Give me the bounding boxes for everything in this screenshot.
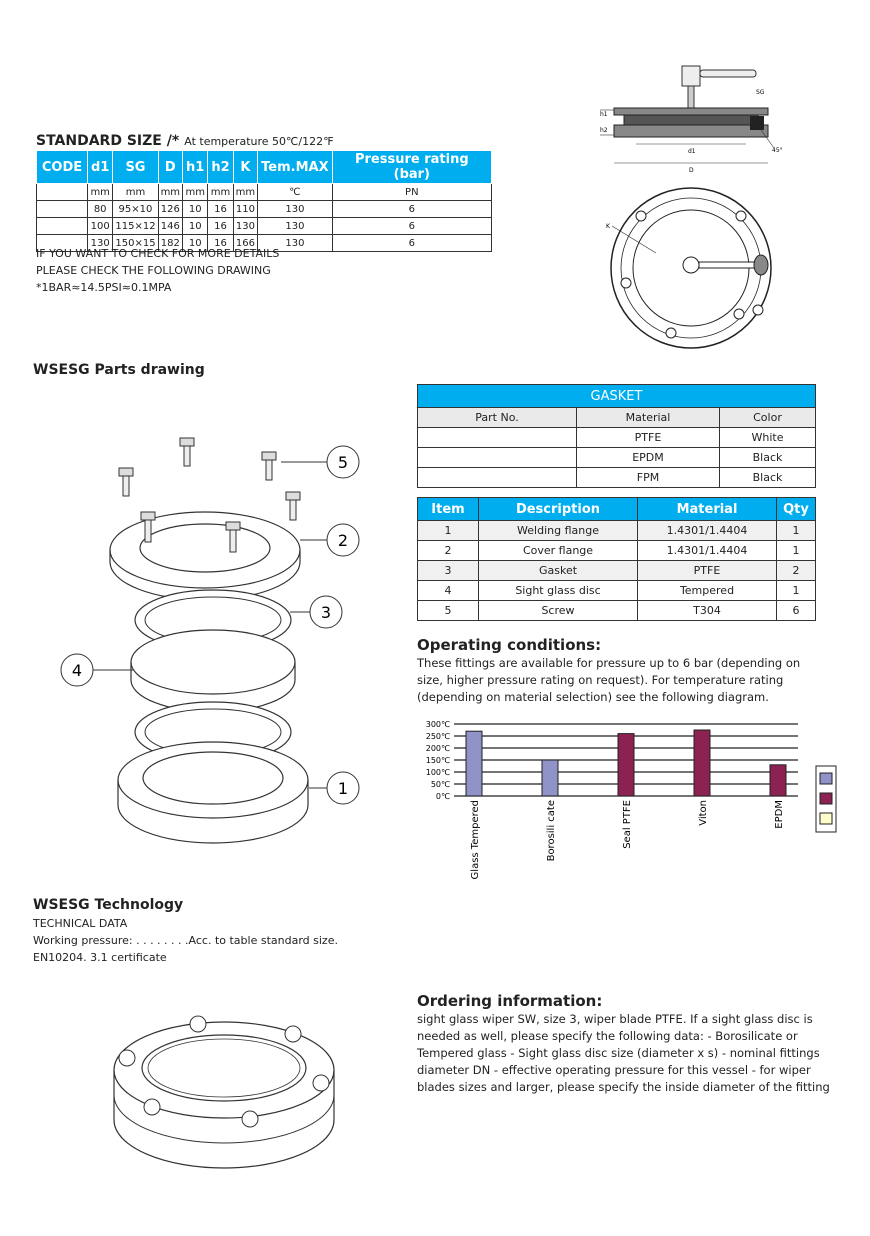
- table-cell: 2: [777, 561, 816, 581]
- table-cell: [418, 448, 577, 468]
- table-cell: 130: [88, 235, 113, 252]
- unit-cell: mm: [208, 184, 233, 201]
- table-cell: Tempered: [638, 581, 777, 601]
- table-cell: 16: [208, 201, 233, 218]
- welding-flange-side: [614, 125, 768, 137]
- parts-exploded-drawing: [55, 430, 375, 860]
- wiper-hub: [683, 257, 699, 273]
- gasket-title-row: [418, 385, 816, 408]
- table-row: [418, 521, 816, 541]
- unit-cell: [37, 184, 88, 201]
- d1-label: d1: [688, 148, 696, 155]
- unit-cell: mm: [183, 184, 208, 201]
- gasket-col-part: Part No.: [418, 408, 577, 428]
- screw-icon: [180, 438, 194, 466]
- handle-arm: [700, 70, 756, 77]
- h2-label: h2: [600, 127, 608, 134]
- standard-header-row: [37, 151, 492, 184]
- chart-ytick-label: 100℃: [425, 768, 450, 777]
- items-col-item: Item: [418, 498, 479, 521]
- D-label: D: [689, 167, 694, 174]
- table-cell: 126: [158, 201, 182, 218]
- chart-bar: [466, 731, 482, 796]
- unit-cell: mm: [88, 184, 113, 201]
- K-label: K: [606, 223, 610, 230]
- screw-icon: [286, 492, 300, 520]
- technical-drawing: [596, 58, 796, 358]
- table-cell: 80: [88, 201, 113, 218]
- table-cell: Black: [720, 448, 816, 468]
- table-cell: 16: [208, 218, 233, 235]
- note-line: IF YOU WANT TO CHECK FOR MORE DETAILS: [36, 247, 280, 260]
- table-cell: 2: [418, 541, 479, 561]
- temperature-chart: [410, 712, 840, 892]
- chart-xtick-label: Viton: [698, 800, 709, 826]
- table-cell: Gasket: [479, 561, 638, 581]
- table-row: [418, 428, 816, 448]
- table-cell: 4: [418, 581, 479, 601]
- table-row: [418, 468, 816, 488]
- wiper-knob: [754, 255, 768, 275]
- table-cell: 130: [258, 201, 332, 218]
- standard-units-row: [37, 184, 492, 201]
- standard-size-title: STANDARD SIZE /*: [36, 133, 180, 149]
- standard-size-subtitle: At temperature 50℃/122℉: [184, 135, 334, 148]
- gasket-col-color: Color: [720, 408, 816, 428]
- gasket-side: [750, 116, 764, 130]
- table-cell: PTFE: [577, 428, 720, 448]
- table-cell: 115×12: [113, 218, 158, 235]
- chart-bar: [694, 730, 710, 796]
- col-sg: SG: [113, 151, 158, 184]
- table-cell: 10: [183, 201, 208, 218]
- technology-data: [33, 915, 338, 966]
- handle-body: [682, 66, 700, 86]
- table-cell: 6: [332, 235, 491, 252]
- bolt-hole: [736, 211, 746, 221]
- chart-xtick-label: EPDM: [774, 800, 785, 829]
- col-code: CODE: [37, 151, 88, 184]
- screw-icon: [119, 468, 133, 496]
- chart-ytick-label: 200℃: [425, 744, 450, 753]
- col-h2: h2: [208, 151, 233, 184]
- table-cell: 130: [258, 218, 332, 235]
- chart-ytick-label: 250℃: [425, 732, 450, 741]
- col-h1: h1: [183, 151, 208, 184]
- callout-5: 5: [337, 453, 349, 472]
- items-col-material: Material: [638, 498, 777, 521]
- items-col-description: Description: [479, 498, 638, 521]
- bolt-head-icon: [190, 1016, 206, 1032]
- table-cell: 1: [777, 521, 816, 541]
- cover-flange-side: [614, 108, 768, 115]
- chart-bar: [618, 734, 634, 796]
- assembled-sight-glass: [100, 1010, 350, 1170]
- technology-title: WSESG Technology: [33, 897, 184, 913]
- table-row: [418, 581, 816, 601]
- gasket-table: [417, 384, 816, 488]
- table-cell: 130: [258, 235, 332, 252]
- bolt-head-icon: [144, 1099, 160, 1115]
- table-row: [418, 448, 816, 468]
- unit-cell: mm: [158, 184, 182, 201]
- table-cell: 6: [332, 201, 491, 218]
- note-line: *1BAR≈14.5PSI≈0.1MPA: [36, 281, 172, 294]
- chart-ytick-label: 150℃: [425, 756, 450, 765]
- items-col-qty: Qty: [777, 498, 816, 521]
- table-row: [418, 541, 816, 561]
- chart-legend-swatch: [820, 793, 832, 804]
- table-cell: 1.4301/1.4404: [638, 521, 777, 541]
- table-cell: 182: [158, 235, 182, 252]
- sight-glass-disc: [131, 630, 295, 694]
- chart-xtick-label: Glass Tempered: [470, 800, 481, 880]
- callout-2: 2: [337, 531, 349, 550]
- callout-1: 1: [337, 779, 349, 798]
- bolt-hole: [734, 309, 744, 319]
- table-cell: 6: [332, 218, 491, 235]
- bolt-head-icon: [313, 1075, 329, 1091]
- table-cell: Welding flange: [479, 521, 638, 541]
- angle-label: 45°: [772, 147, 783, 154]
- parts-drawing-title: WSESG Parts drawing: [33, 362, 205, 378]
- chart-legend-swatch: [820, 813, 832, 824]
- table-cell: 100: [88, 218, 113, 235]
- table-cell: 146: [158, 218, 182, 235]
- table-cell: 1: [777, 541, 816, 561]
- table-cell: 1: [418, 521, 479, 541]
- bolt-head-icon: [285, 1026, 301, 1042]
- bolt-hole: [666, 328, 676, 338]
- unit-cell: mm: [233, 184, 257, 201]
- operating-text: These fittings are available for pressure up to 6 bar (depending on size, higher pressure rating on request). For temperature rating (depending on material selection) see the following diagram.: [417, 656, 801, 704]
- chart-ytick-label: 50℃: [430, 780, 450, 789]
- note-line: PLEASE CHECK THE FOLLOWING DRAWING: [36, 264, 271, 277]
- chart-legend-swatch: [820, 773, 832, 784]
- chart-ytick-label: 0℃: [435, 792, 450, 801]
- items-header-row: [418, 498, 816, 521]
- table-cell: White: [720, 428, 816, 448]
- table-cell: 10: [183, 218, 208, 235]
- chart-xtick-label: Borosili cate: [546, 800, 557, 862]
- standard-size-table: [36, 150, 492, 252]
- unit-cell: mm: [113, 184, 158, 201]
- table-cell: 1: [777, 581, 816, 601]
- standard-size-heading: [36, 130, 334, 149]
- unit-cell: ℃: [258, 184, 332, 201]
- col-D: D: [158, 151, 182, 184]
- callout-4: 4: [71, 661, 83, 680]
- col-pressure: Pressure rating (bar): [332, 151, 491, 184]
- table-row: [418, 561, 816, 581]
- table-cell: PTFE: [638, 561, 777, 581]
- cover-flange-inner: [140, 524, 270, 572]
- table-cell: 5: [418, 601, 479, 621]
- bolt-hole: [636, 211, 646, 221]
- unit-cell: PN: [332, 184, 491, 201]
- bolt-head-icon: [119, 1050, 135, 1066]
- gasket-title: GASKET: [418, 385, 816, 408]
- chart-ytick-label: 300℃: [425, 720, 450, 729]
- gasket-col-material: Material: [577, 408, 720, 428]
- table-cell: 10: [183, 235, 208, 252]
- bolt-hole: [621, 278, 631, 288]
- chart-bar: [770, 765, 786, 796]
- table-cell: 95×10: [113, 201, 158, 218]
- technology-line: EN10204. 3.1 certificate: [33, 951, 167, 964]
- table-cell: 16: [208, 235, 233, 252]
- wiper-blade: [699, 262, 759, 268]
- callout-3: 3: [320, 603, 332, 622]
- h1-label: h1: [600, 111, 608, 118]
- col-K: K: [233, 151, 257, 184]
- assembled-glass: [148, 1039, 300, 1097]
- table-cell: [418, 428, 577, 448]
- table-row: [37, 218, 492, 235]
- table-cell: 3: [418, 561, 479, 581]
- operating-title: Operating conditions:: [417, 636, 602, 654]
- gasket-header-row: [418, 408, 816, 428]
- chart-xtick-label: Seal PTFE: [622, 800, 633, 849]
- welding-flange-inner: [143, 752, 283, 804]
- table-cell: 130: [233, 218, 257, 235]
- standard-notes: [36, 245, 279, 296]
- items-table: [417, 497, 816, 621]
- col-d1: d1: [88, 151, 113, 184]
- ordering-text: sight glass wiper SW, size 3, wiper blade PTFE. If a sight glass disc is needed as well, please specify the following data: - Borosilicate or Tempered glass - Sight glass disc size (diameter x s) - nominal fittings diameter DN - effective operating pressure for this vessel - for wiper blades sizes and larger, please specify the inside diameter of the fitting: [417, 1012, 830, 1094]
- table-cell: 110: [233, 201, 257, 218]
- glass-side: [624, 115, 758, 125]
- ordering-title: Ordering information:: [417, 992, 603, 1010]
- K-leader: [612, 226, 656, 253]
- table-cell: 166: [233, 235, 257, 252]
- table-row: [418, 601, 816, 621]
- technology-line: Working pressure: . . . . . . . .Acc. to table standard size.: [33, 934, 338, 947]
- col-tem-max: Tem.MAX: [258, 151, 332, 184]
- table-cell: [418, 468, 577, 488]
- screw-icon: [262, 452, 276, 480]
- table-cell: [37, 201, 88, 218]
- table-row: [37, 201, 492, 218]
- table-cell: T304: [638, 601, 777, 621]
- table-cell: 1.4301/1.4404: [638, 541, 777, 561]
- bolt-head-icon: [242, 1111, 258, 1127]
- table-cell: Black: [720, 468, 816, 488]
- technology-line: TECHNICAL DATA: [33, 917, 128, 930]
- table-cell: Screw: [479, 601, 638, 621]
- table-cell: Sight glass disc: [479, 581, 638, 601]
- bolt-hole: [753, 305, 763, 315]
- table-cell: Cover flange: [479, 541, 638, 561]
- table-cell: FPM: [577, 468, 720, 488]
- table-cell: EPDM: [577, 448, 720, 468]
- table-cell: 6: [777, 601, 816, 621]
- sg-label: SG: [756, 89, 765, 96]
- table-cell: [37, 218, 88, 235]
- table-cell: 150×15: [113, 235, 158, 252]
- chart-bar: [542, 760, 558, 796]
